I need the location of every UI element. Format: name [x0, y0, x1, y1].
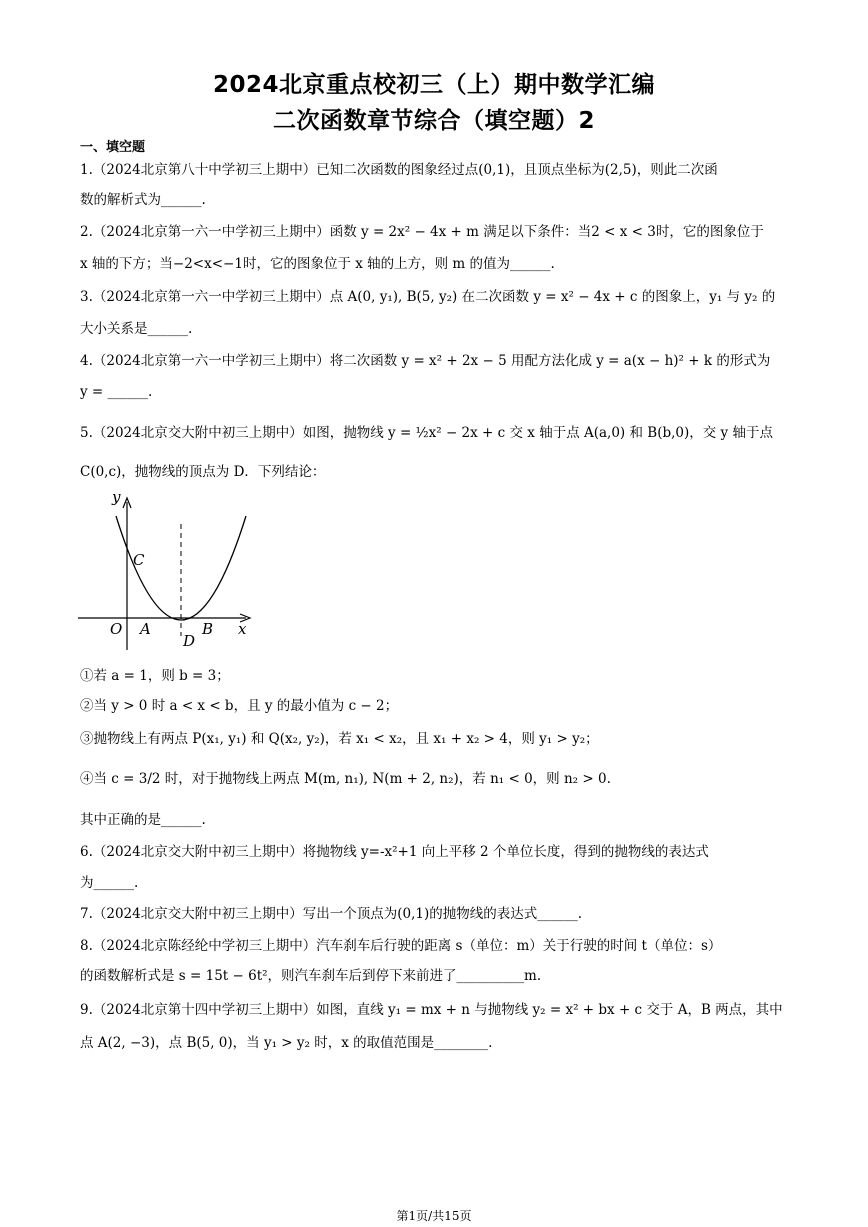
- title-line-2: 二次函数章节综合（填空题）2: [272, 108, 595, 134]
- parabola-figure: [76, 486, 256, 658]
- q4-line-2: y = ______.: [80, 384, 153, 400]
- q2-line-1: 2.（2024北京第一六一中学初三上期中）函数 y = 2x² − 4x + m 满足以下条件：当2 < x < 3时，它的图象位于: [80, 224, 764, 240]
- q5-line-3: 其中正确的是______.: [80, 812, 206, 828]
- label-b: B: [202, 620, 214, 638]
- label-o: O: [110, 620, 123, 638]
- q7-line-1: 7.（2024北京交大附中初三上期中）写出一个顶点为(0,1)的抛物线的表达式______.: [80, 906, 583, 922]
- label-y: y: [112, 488, 121, 506]
- q5-option-1: ①若 a = 1，则 b = 3；: [80, 668, 230, 684]
- q1-line-2: 数的解析式为______.: [80, 192, 206, 208]
- q5-option-2: ②当 y > 0 时 a < x < b，且 y 的最小值为 c − 2；: [80, 698, 399, 714]
- label-c: C: [133, 551, 145, 569]
- q5-option-3: ③抛物线上有两点 P(x₁, y₁) 和 Q(x₂, y₂)，若 x₁ < x₂，且 x₁ + x₂ > 4，则 y₁ > y₂；: [80, 731, 599, 747]
- q5-option-4: ④当 c = 3/2 时，对于抛物线上两点 M(m, n₁), N(m + 2, n₂)，若 n₁ < 0，则 n₂ > 0.: [80, 771, 611, 787]
- title-line-1: 2024北京重点校初三（上）期中数学汇编: [212, 72, 655, 98]
- q6-line-1: 6.（2024北京交大附中初三上期中）将抛物线 y=-x²+1 向上平移 2 个单位长度，得到的抛物线的表达式: [80, 844, 709, 860]
- q5-line-1: 5.（2024北京交大附中初三上期中）如图，抛物线 y = ½x² − 2x + c 交 x 轴于点 A(a,0) 和 B(b,0)，交 y 轴于点: [80, 425, 773, 441]
- q4-line-1: 4.（2024北京第一六一中学初三上期中）将二次函数 y = x² + 2x − 5 用配方法化成 y = a(x − h)² + k 的形式为: [80, 353, 771, 369]
- label-d: D: [183, 632, 196, 650]
- q9-line-1: 9.（2024北京第十四中学初三上期中）如图，直线 y₁ = mx + n 与抛物线 y₂ = x² + bx + c 交于 A，B 两点，其中: [80, 1002, 783, 1018]
- q2-line-2: x 轴的下方；当−2<x<−1时，它的图象位于 x 轴的上方，则 m 的值为______.: [80, 256, 555, 272]
- label-a: A: [140, 620, 151, 638]
- q9-line-2: 点 A(2, −3)，点 B(5, 0)，当 y₁ > y₂ 时，x 的取值范围是________.: [80, 1035, 493, 1051]
- q3-line-1: 3.（2024北京第一六一中学初三上期中）点 A(0, y₁), B(5, y₂) 在二次函数 y = x² − 4x + c 的图象上，y₁ 与 y₂ 的: [80, 289, 776, 305]
- q6-line-2: 为______.: [80, 875, 139, 891]
- q1-line-1: 1.（2024北京第八十中学初三上期中）已知二次函数的图象经过点(0,1)，且顶点坐标为(2,5)，则此二次函: [80, 162, 718, 178]
- q5-line-2: C(0,c)，抛物线的顶点为 D．下列结论：: [80, 464, 326, 480]
- section-heading: 一、填空题: [80, 140, 146, 155]
- page-footer: 第1页/共15页: [396, 1209, 472, 1223]
- q8-line-1: 8.（2024北京陈经纶中学初三上期中）汽车刹车后行驶的距离 s（单位：m）关于行驶的时间 t（单位：s）: [80, 938, 722, 954]
- label-x: x: [238, 620, 247, 638]
- q8-line-2: 的函数解析式是 s = 15t − 6t²，则汽车刹车后到停下来前进了__________m.: [80, 968, 542, 984]
- q3-line-2: 大小关系是______.: [80, 321, 193, 337]
